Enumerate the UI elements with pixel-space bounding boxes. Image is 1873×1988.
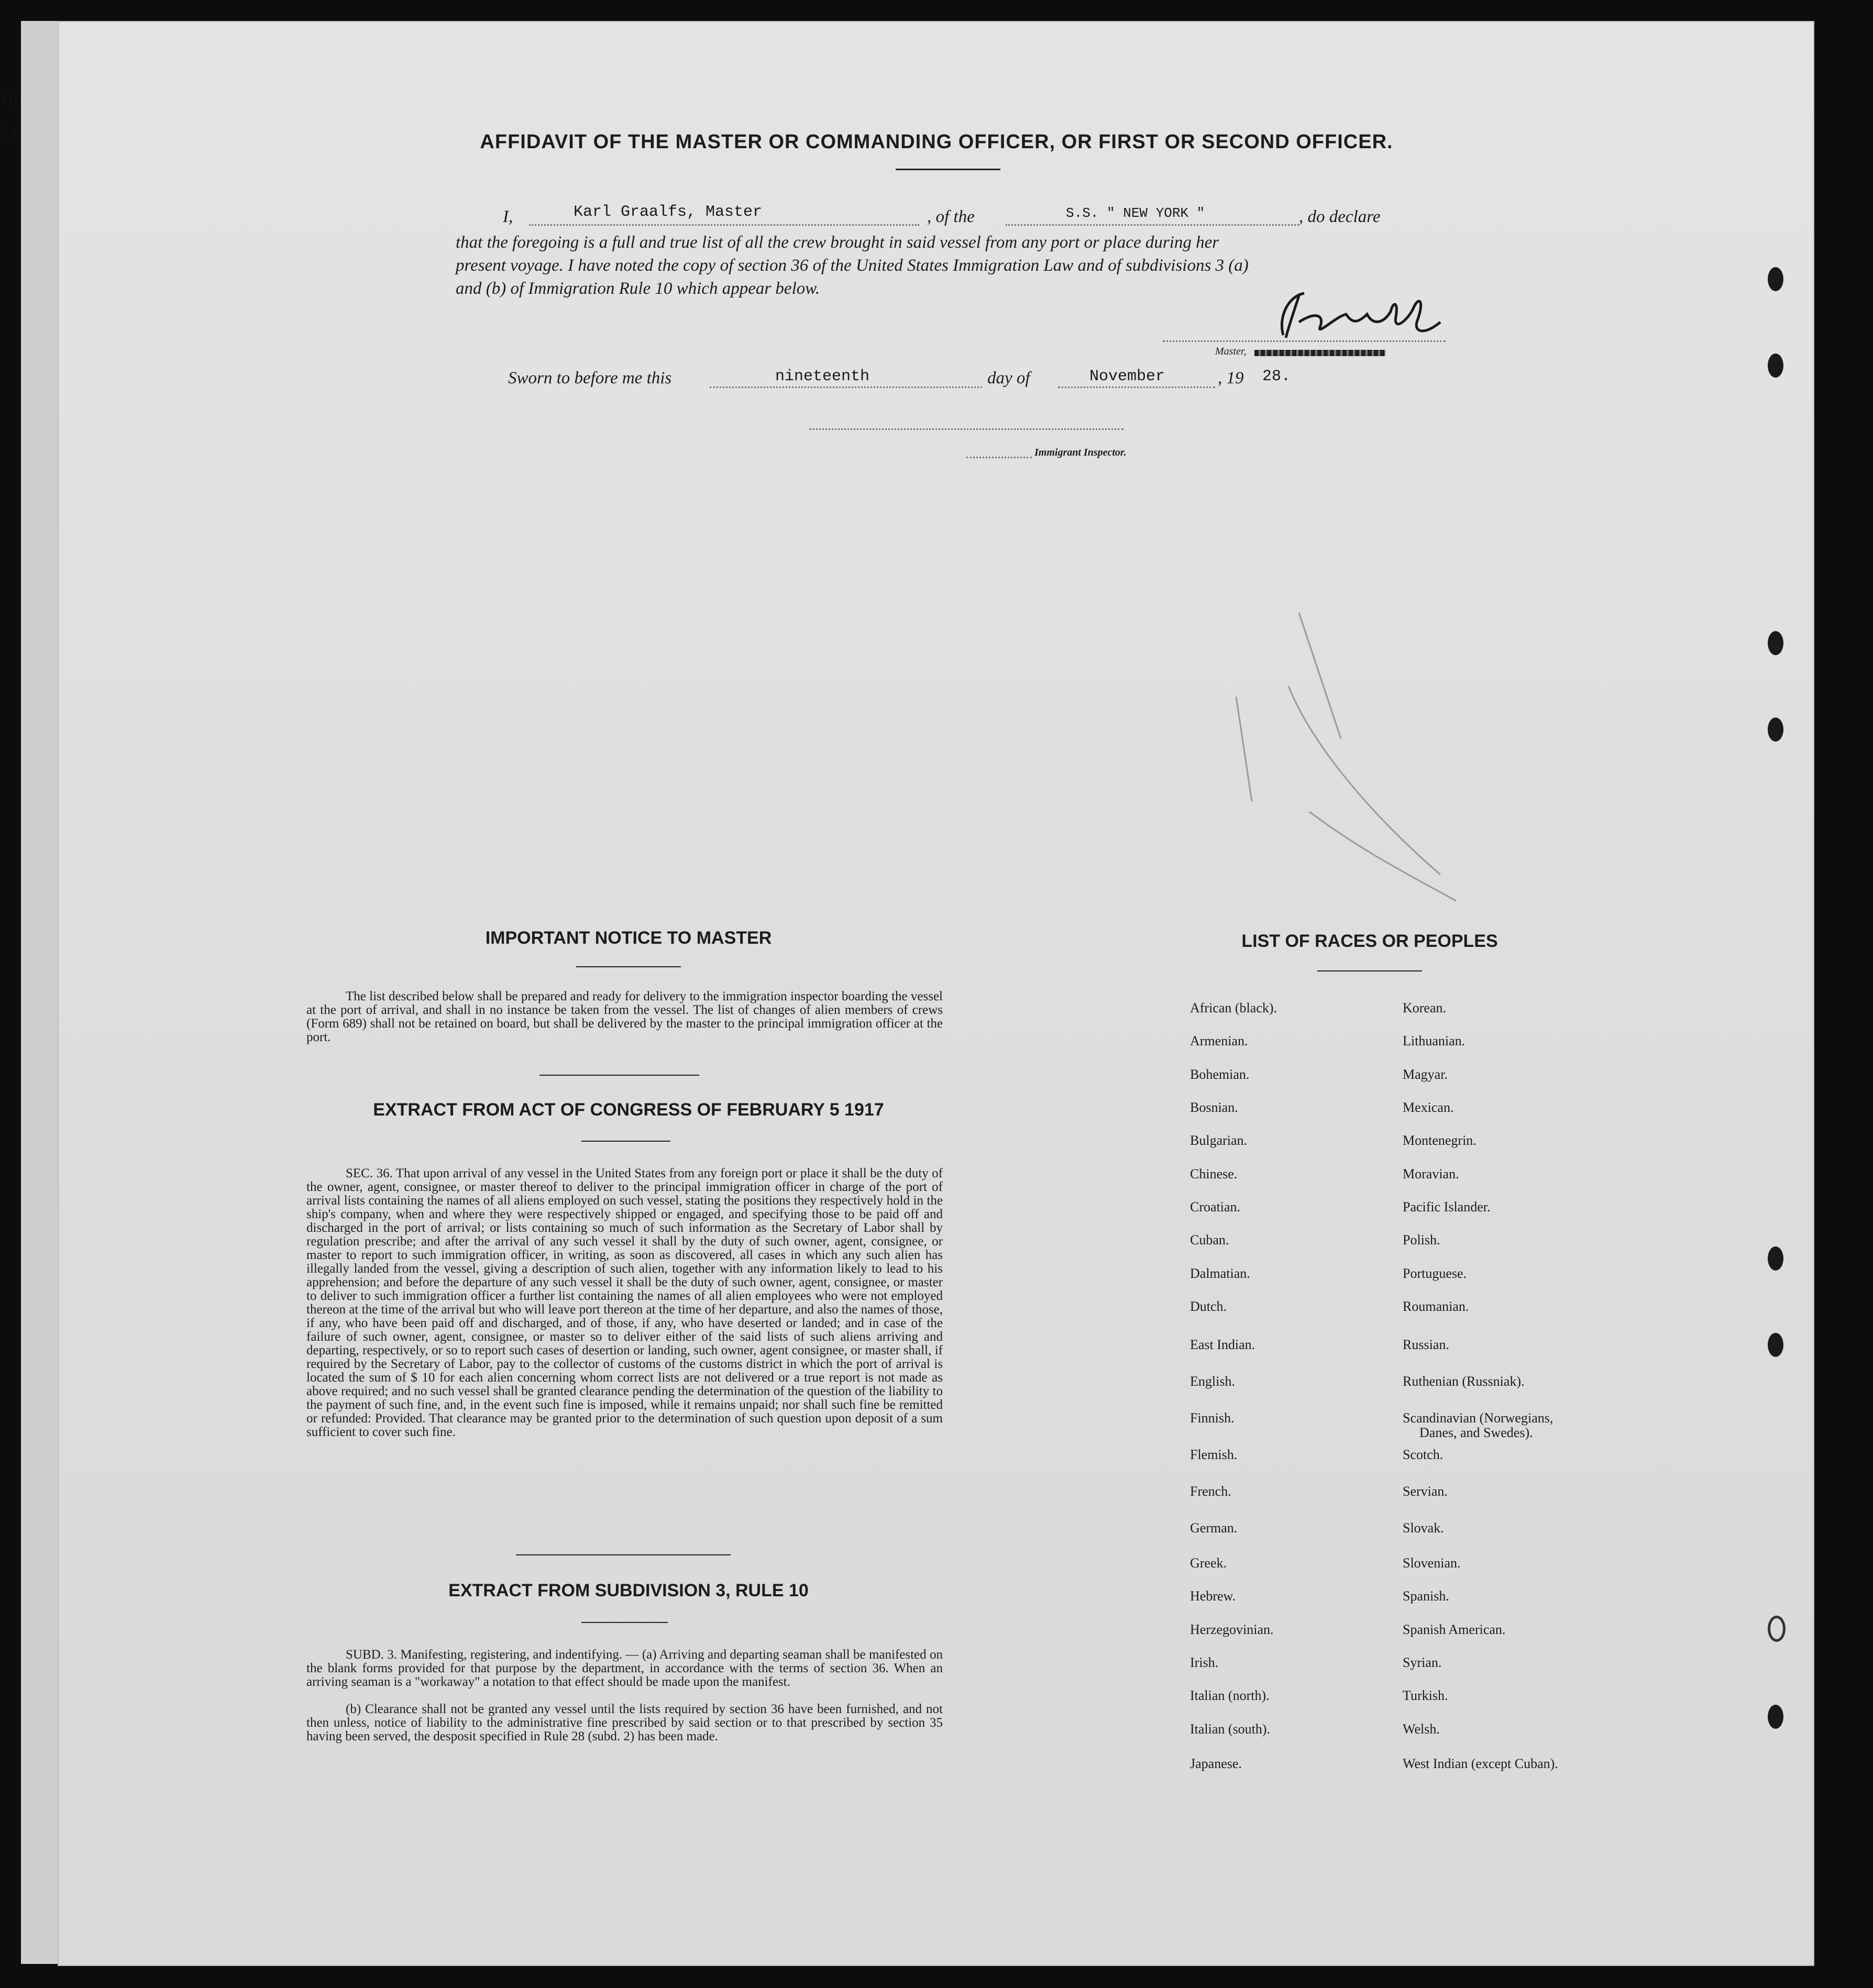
race-entry: Japanese. — [1190, 1756, 1242, 1771]
race-entry: French. — [1190, 1484, 1231, 1499]
race-entry: Irish. — [1190, 1655, 1219, 1670]
punch-hole — [1768, 1246, 1783, 1271]
race-entry: Montenegrin. — [1403, 1133, 1477, 1148]
affidavit-title: AFFIDAVIT OF THE MASTER OR COMMANDING OFFICER, OR FIRST OR SECOND OFFICER. — [480, 131, 1393, 153]
act-heading: EXTRACT FROM ACT OF CONGRESS OF FEBRUARY 5 1917 — [373, 1100, 884, 1120]
race-entry: Dalmatian. — [1190, 1266, 1250, 1281]
race-entry: Slovenian. — [1403, 1555, 1461, 1571]
race-entry: Bohemian. — [1190, 1067, 1250, 1082]
inspector-line — [809, 428, 1123, 430]
struck-out-title — [1254, 350, 1385, 356]
race-entry: Turkish. — [1403, 1688, 1448, 1703]
punch-hole — [1768, 1705, 1783, 1729]
race-entry: Armenian. — [1190, 1033, 1248, 1048]
race-entry: Finnish. — [1190, 1410, 1235, 1426]
act-text: SEC. 36. That upon arrival of any vessel in the United States from any foreign port or place it shall be the duty of the owner, agent, consignee, or master thereof to deliver to the principal immigration officer in charge of the port of arrival lists containing the names of all aliens employed on such vessel, stating the positions they respectively hold in the ship's company, when and where they were respectively shipped or engaged, and specifying those to be paid off and discharged in the port of arrival; or lists containing so much of such information as the Secretary of Labor shall by regulation prescribe; and after the arrival of any such vessel it shall by the duty of such owner, agent, consignee, or master to report to such immigration officer, in writing, as soon as discovered, all cases in which any such alien has illegally landed from the vessel, giving a description of such alien, together with any information likely to lead to his apprehension; and before the departure of any such vessel it shall be the duty of such owner, agent, consignee, or master to deliver to such immigration officer a further list containing the names of all alien employees who were not employed thereon at the time of the arrival but who will leave port thereon at the time of her departure, and also the names of those, if any, who have been paid off and discharged, and of those, if any, who have deserted or landed; and in case of the failure of such owner, agent, consignee, or master so to deliver either of the said lists of such aliens arriving and departing, respectively, or so to report such cases of desertion or landing, such owner, agent consignee, or master shall, if required by the Secretary of Labor, pay to the collector of customs of the customs district in which the port of arrival is located the sum of $ 10 for each alien concerning whom correct lists are not delivered or a true report is not made as above required; and no such vessel shall be granted clearance pending the determination of the question of the liability to the payment of such fine, and, in the event such fine is imposed, while it remains unpaid; nor shall such fine be remitted or refunded: Provided. That clearance may be granted prior to the determination of such question upon deposit of a sum sufficient to cover such fine. — [306, 1166, 943, 1439]
race-entry: Russian. — [1403, 1337, 1449, 1352]
race-entry: Korean. — [1403, 1000, 1447, 1015]
race-entry: German. — [1190, 1520, 1238, 1536]
race-entry: Syrian. — [1403, 1655, 1442, 1670]
punch-hole — [1768, 1333, 1783, 1357]
race-entry: Servian. — [1403, 1484, 1448, 1499]
race-entry: Pacific Islander. — [1403, 1199, 1491, 1214]
race-entry: Polish. — [1403, 1232, 1440, 1247]
race-entry: Italian (north). — [1190, 1688, 1270, 1703]
inspector-line-short — [966, 457, 1032, 458]
race-entry: Croatian. — [1190, 1199, 1241, 1214]
rule-text-a: SUBD. 3. Manifesting, registering, and indentifying. — (a) Arriving and departing seaman shall be manifested on the blank forms provided for that purpose by the department, in accordance with the terms of section 36. When an arriving seaman is a "workaway" a notation to that effect should be made upon the manifest. — [306, 1648, 943, 1689]
punch-hole — [1768, 354, 1783, 378]
name-line — [529, 224, 919, 226]
year-prefix: , 19 — [1218, 369, 1244, 388]
race-entry: Greek. — [1190, 1555, 1227, 1571]
affidavit-i: I, — [503, 207, 513, 226]
race-entry: Bosnian. — [1190, 1100, 1238, 1115]
notice-end-rule — [539, 1075, 699, 1076]
rule-text-b: (b) Clearance shall not be granted any vessel until the lists required by section 36 have been furnished, and not then unless, notice of liability to the administrative fine prescribed by said section or to that prescribed by section 35 having been served, the desposit specified in Rule 28 (subd. 2) has been made. — [306, 1702, 943, 1743]
punch-hole — [1768, 267, 1783, 291]
rule-heading: EXTRACT FROM SUBDIVISION 3, RULE 10 — [448, 1581, 809, 1600]
stray-marks — [1205, 445, 1467, 1100]
day-of-label: day of — [987, 369, 1030, 388]
race-entry: Cuban. — [1190, 1232, 1229, 1247]
notice-text: The list described below shall be prepared and ready for delivery to the immigration inspector boarding the vessel at the port of arrival, and shall in no instance be taken from the vessel. The list of changes of alien members of crews (Form 689) shall not be retained on board, but shall be delivered by the master to the principal immigration officer at the port. — [306, 989, 943, 1044]
race-entry: Welsh. — [1403, 1721, 1440, 1737]
punch-hole — [1768, 631, 1783, 655]
races-heading: LIST OF RACES OR PEOPLES — [1241, 931, 1498, 951]
title-rule — [896, 169, 1000, 170]
month-line — [1058, 386, 1215, 388]
affidavit-line-4: and (b) of Immigration Rule 10 which appear below. — [456, 279, 820, 298]
race-entry: Spanish American. — [1403, 1622, 1506, 1637]
margin-stub-text: TH — [0, 92, 18, 107]
race-entry: Spanish. — [1403, 1588, 1449, 1604]
race-entry: Italian (south). — [1190, 1721, 1271, 1737]
vessel-name-entry: S.S. " NEW YORK " — [1066, 205, 1205, 221]
inspector-label: Immigrant Inspector. — [1034, 447, 1127, 458]
race-entry: Portuguese. — [1403, 1266, 1467, 1281]
race-entry: Herzegovinian. — [1190, 1622, 1274, 1637]
race-entry: Chinese. — [1190, 1166, 1238, 1181]
affidavit-line-3: present voyage. I have noted the copy of section 36 of the United States Immigration Law and of subdivisions 3 (a) — [456, 256, 1249, 275]
race-entry: Bulgarian. — [1190, 1133, 1248, 1148]
race-entry: Hebrew. — [1190, 1588, 1236, 1604]
race-entry: Lithuanian. — [1403, 1033, 1466, 1048]
notice-heading: IMPORTANT NOTICE TO MASTER — [485, 928, 772, 948]
act-rule — [581, 1141, 670, 1142]
race-entry: Ruthenian (Russniak). — [1403, 1374, 1525, 1389]
race-entry: Scandinavian (Norwegians, — [1403, 1410, 1554, 1426]
race-entry: Moravian. — [1403, 1166, 1459, 1181]
rule-rule — [581, 1622, 668, 1623]
day-line — [710, 386, 982, 388]
margin-stub-text: ILL — [0, 125, 20, 140]
punch-hole — [1768, 1616, 1786, 1642]
master-label: Master, — [1215, 346, 1247, 357]
race-entry: Mexican. — [1403, 1100, 1454, 1115]
race-entry: Roumanian. — [1403, 1299, 1469, 1314]
affidavit-line-2: that the foregoing is a full and true list of all the crew brought in said vessel from any port or place during her — [456, 233, 1219, 252]
race-entry: Slovak. — [1403, 1520, 1444, 1536]
sworn-label: Sworn to before me this — [508, 369, 672, 388]
race-entry: West Indian (except Cuban). — [1403, 1756, 1558, 1771]
race-entry: Dutch. — [1190, 1299, 1227, 1314]
master-signature — [1268, 285, 1446, 343]
race-entry: Flemish. — [1190, 1447, 1238, 1462]
act-end-rule — [516, 1554, 731, 1555]
signature-line — [1163, 340, 1446, 342]
punch-hole — [1768, 717, 1783, 742]
race-entry-continued: Danes, and Swedes). — [1419, 1425, 1533, 1440]
race-entry: East Indian. — [1190, 1337, 1255, 1352]
year-entry: 28. — [1262, 368, 1291, 385]
sworn-day-entry: nineteenth — [775, 368, 870, 385]
race-entry: Scotch. — [1403, 1447, 1444, 1462]
affidavit-of-the: , of the — [927, 207, 975, 226]
race-entry: African (black). — [1190, 1000, 1277, 1015]
vessel-line — [1006, 224, 1299, 226]
race-entry: Magyar. — [1403, 1067, 1448, 1082]
notice-rule — [576, 966, 681, 967]
affidavit-do-declare: , do declare — [1299, 207, 1381, 226]
sworn-month-entry: November — [1089, 368, 1165, 385]
master-name-entry: Karl Graalfs, Master — [574, 203, 763, 221]
race-entry: English. — [1190, 1374, 1235, 1389]
